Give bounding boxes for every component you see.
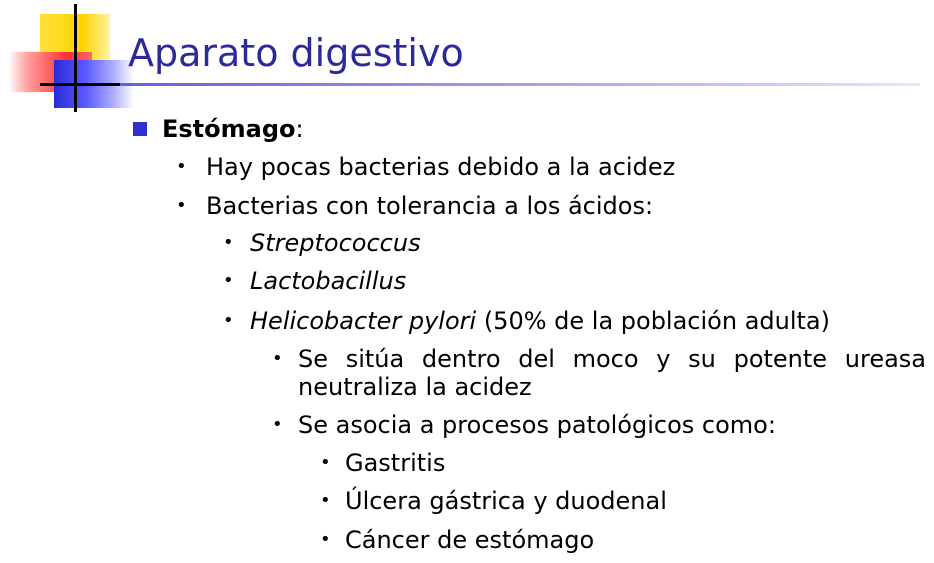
list-item: Se asocia a procesos patológicos como: — [298, 411, 776, 439]
square-bullet-icon — [133, 122, 147, 136]
helicobacter-note: (50% de la población adulta) — [483, 307, 830, 335]
bullet-icon: • — [320, 452, 331, 473]
bullet-icon: • — [176, 156, 187, 177]
logo-vertical-line — [74, 4, 77, 112]
list-item: Cáncer de estómago — [345, 526, 595, 554]
list-item-lactobacillus: Lactobacillus — [250, 267, 407, 295]
list-item-helicobacter — [250, 306, 830, 336]
bullet-icon: • — [272, 348, 283, 369]
bullet-icon: • — [320, 529, 331, 550]
bullet-icon: • — [176, 195, 187, 216]
helicobacter-name: Helicobacter pylori — [250, 307, 477, 335]
list-item: Hay pocas bacterias debido a la acidez — [206, 153, 676, 181]
bullet-icon: • — [223, 310, 234, 331]
list-item: Bacterias con tolerancia a los ácidos: — [206, 192, 654, 220]
list-item: Úlcera gástrica y duodenal — [345, 487, 667, 515]
bullet-icon: • — [272, 414, 283, 435]
list-item: Gastritis — [345, 449, 446, 477]
list-item: Se sitúa dentro del moco y su potente ureasa neutraliza la acidez — [298, 345, 926, 401]
section-colon: : — [295, 115, 304, 143]
section-label: Estómago — [162, 115, 296, 143]
title-underline — [120, 83, 920, 86]
section-heading — [162, 114, 304, 144]
bullet-icon: • — [320, 490, 331, 511]
list-item-streptococcus: Streptococcus — [250, 229, 421, 257]
bullet-icon: • — [223, 270, 234, 291]
slide-title: Aparato digestivo — [128, 31, 464, 75]
bullet-icon: • — [223, 232, 234, 253]
